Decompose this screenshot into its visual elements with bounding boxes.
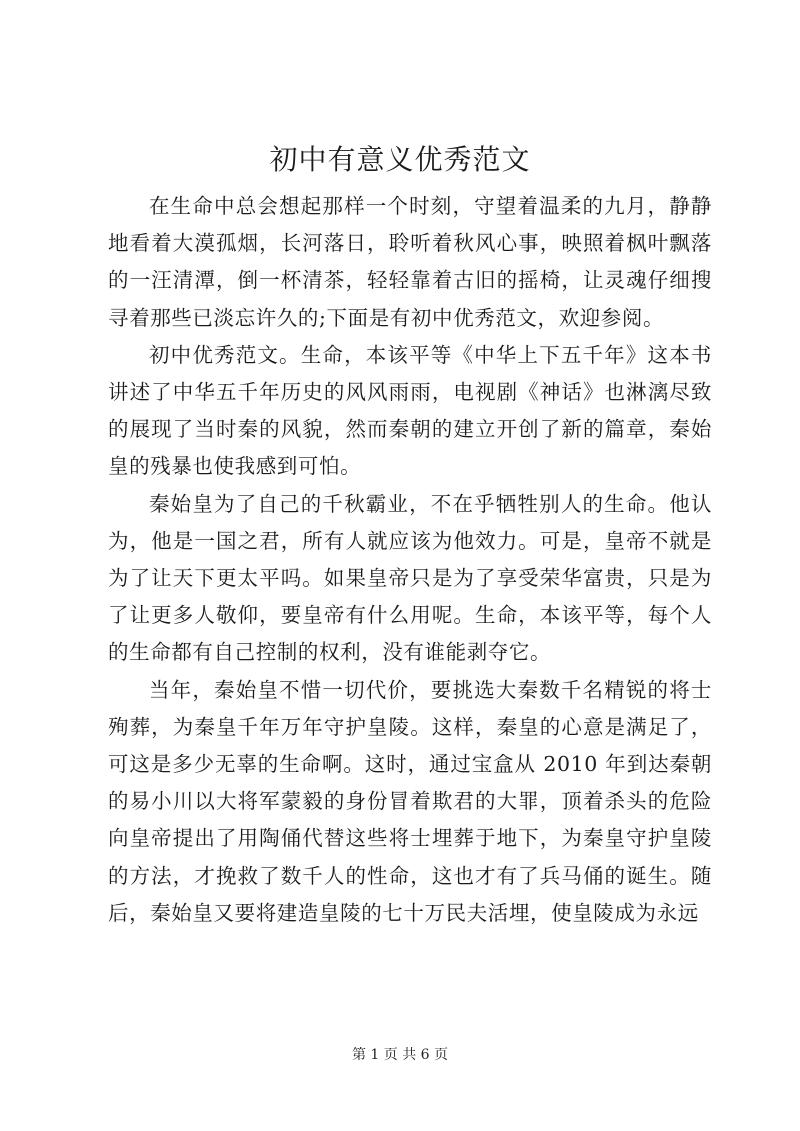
document-title: 初中有意义优秀范文 (269, 143, 531, 176)
paragraph: 秦始皇为了自己的千秋霸业，不在乎牺牲别人的生命。他认为，他是一国之君，所有人就应该为他效力。可是，皇帝不就是为了让天下更太平吗。如果皇帝只是为了享受荣华富贵，只是为了让更多人敬仰，要皇帝有什么用呢。生命，本该平等，每个人的生命都有自己控制的权利，没有谁能剥夺它。 (108, 491, 712, 665)
document-body (108, 188, 712, 932)
paragraph: 当年，秦始皇不惜一切代价，要挑选大秦数千名精锐的将士殉葬，为秦皇千年万年守护皇陵。这样，秦皇的心意是满足了，可这是多少无辜的生命啊。这时，通过宝盒从 2010 年到达秦朝的易小川以大将军蒙毅的身份冒着欺君的大罪，顶着杀头的危险向皇帝提出了用陶俑代替这些将士埋葬于地下，为秦皇守护皇陵的方法，才挽救了数千人的性命，这也才有了兵马俑的诞生。随后，秦始皇又要将建造皇陵的七十万民夫活埋，使皇陵成为永远 (108, 677, 712, 925)
paragraph: 初中优秀范文。生命，本该平等《中华上下五千年》这本书讲述了中华五千年历史的风风雨雨，电视剧《神话》也淋漓尽致的展现了当时秦的风貌，然而秦朝的建立开创了新的篇章，秦始皇的残暴也使我感到可怕。 (108, 342, 712, 479)
paragraph: 在生命中总会想起那样一个时刻，守望着温柔的九月，静静地看着大漠孤烟，长河落日，聆听着秋风心事，映照着枫叶飘落的一汪清潭，倒一杯清茶，轻轻靠着古旧的摇椅，让灵魂仔细搜寻着那些已淡忘许久的;下面是有初中优秀范文，欢迎参阅。 (108, 194, 712, 330)
page-number-footer: 第 1 页 共 6 页 (351, 1047, 449, 1063)
